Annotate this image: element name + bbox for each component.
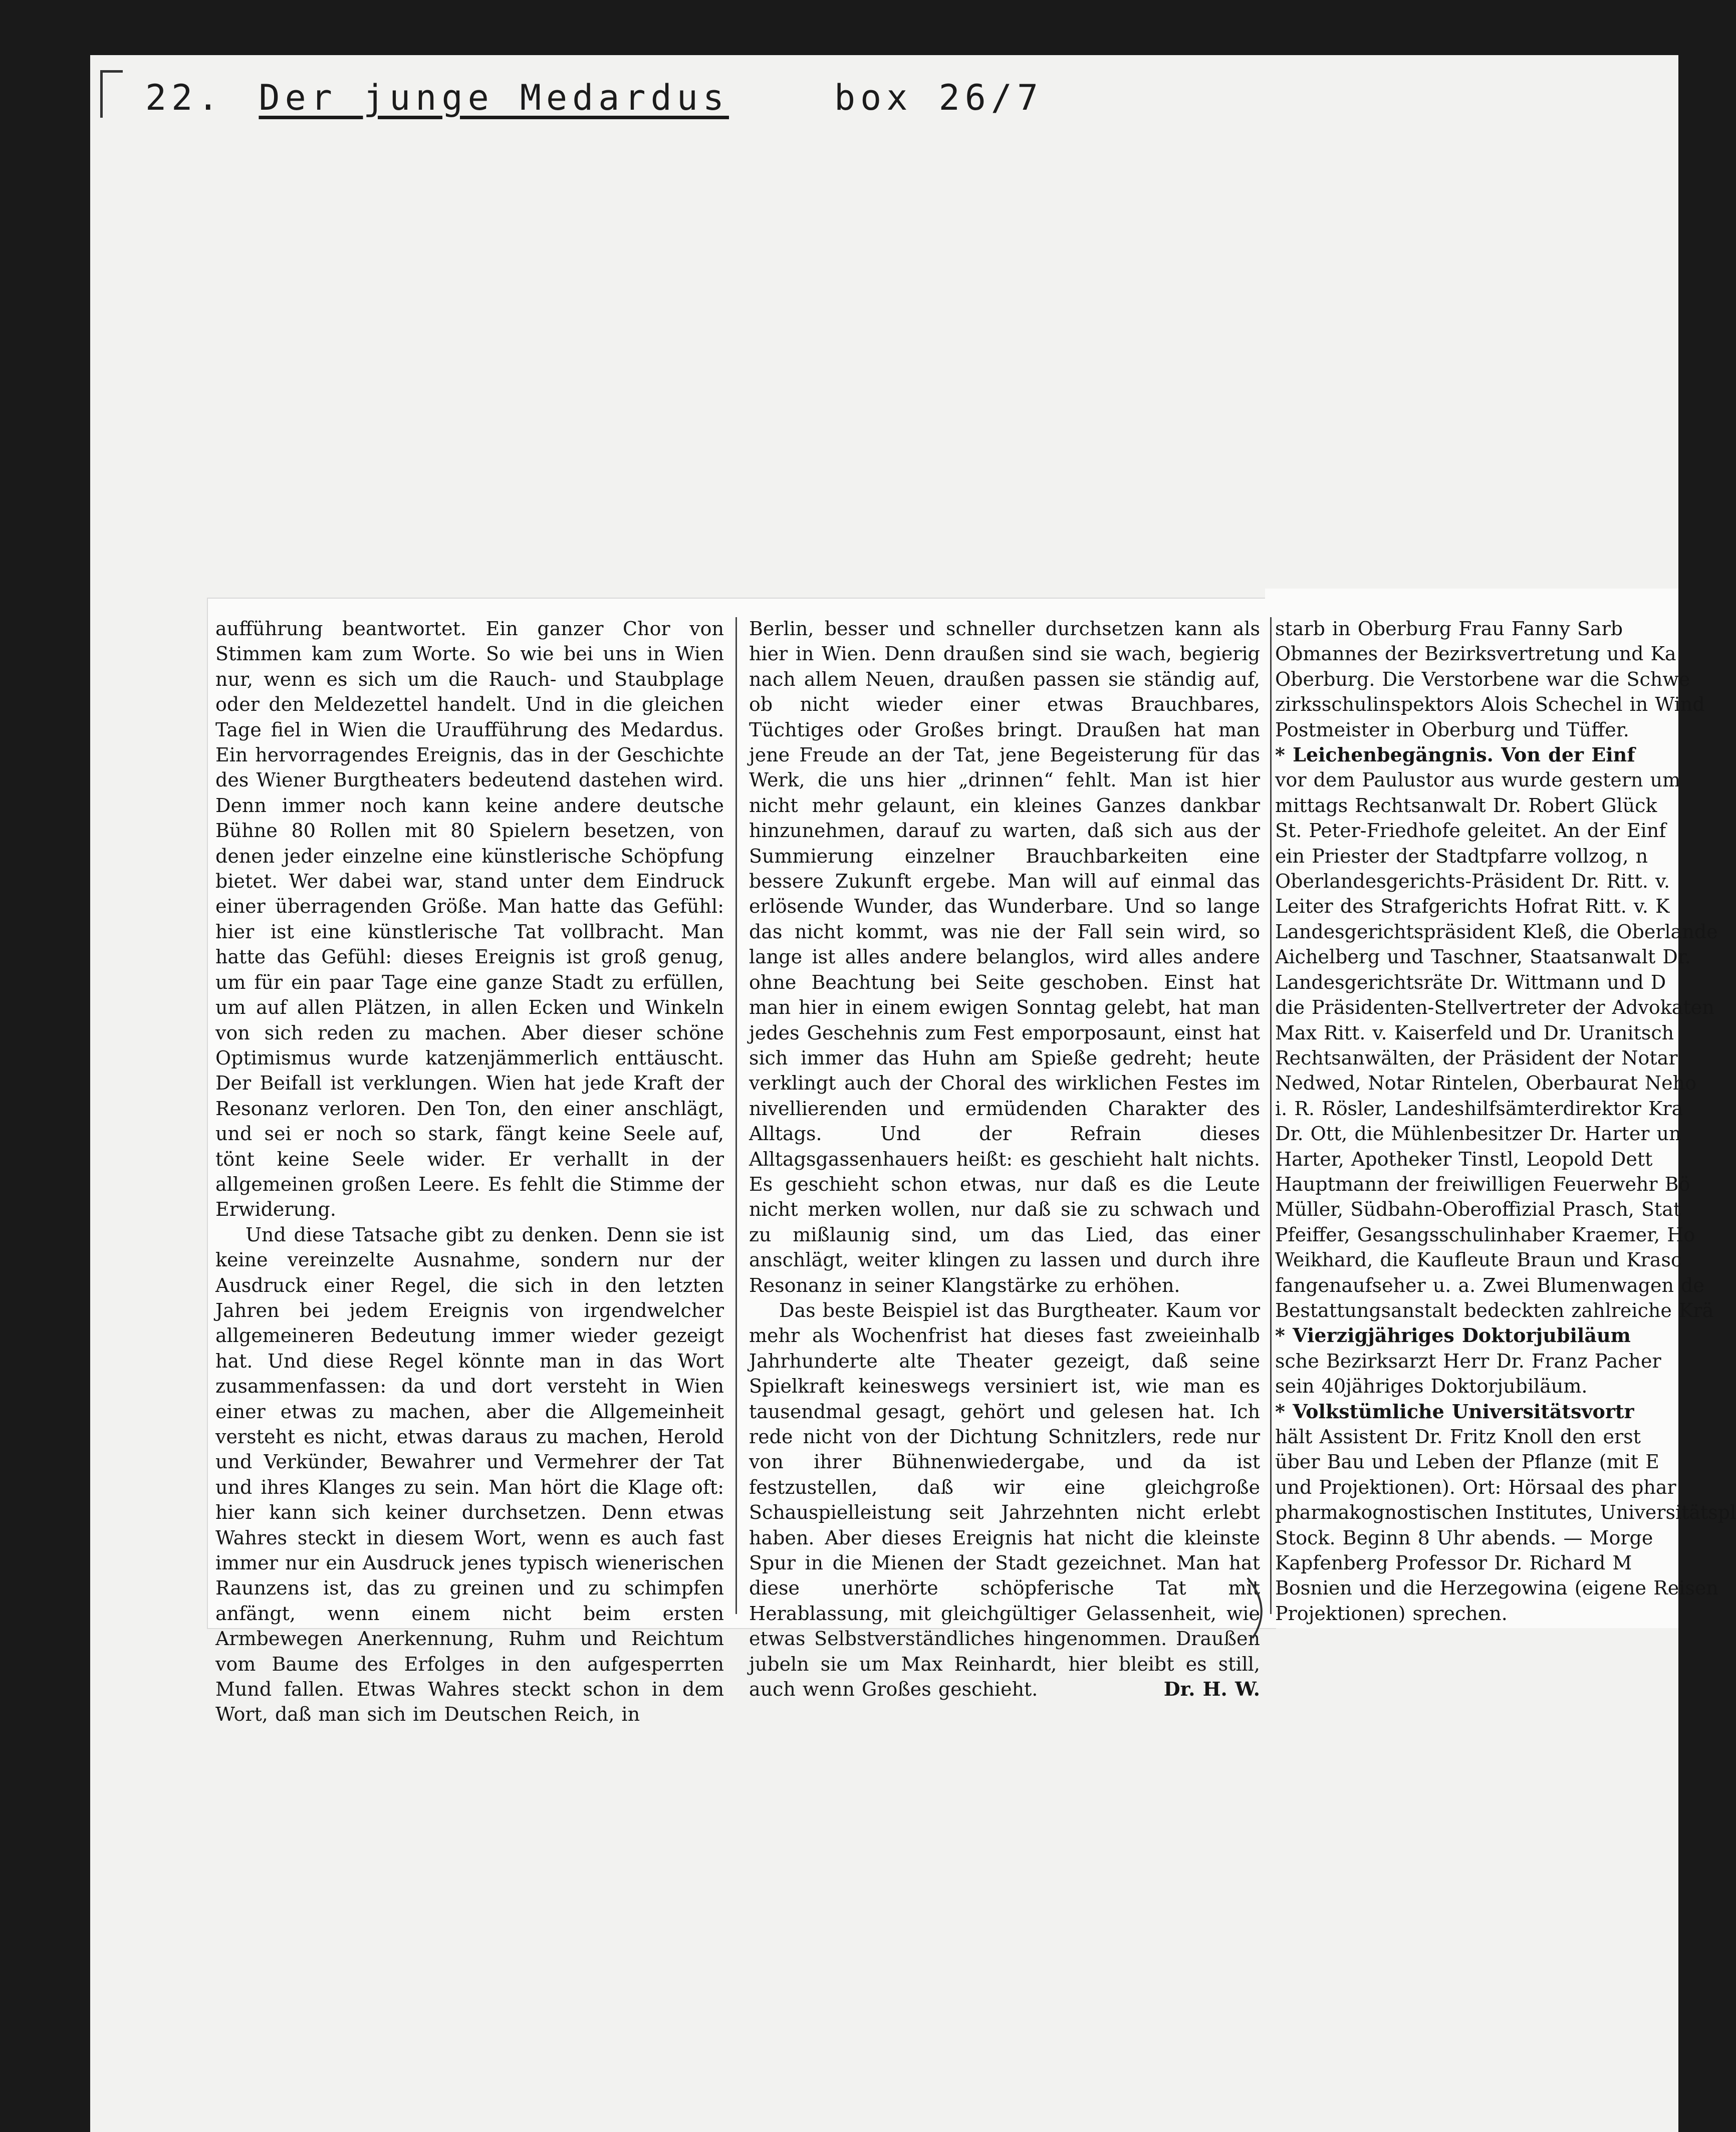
news-line: i. R. Rösler, Landeshilfsämterdirektor Kra	[1275, 1097, 1683, 1120]
news-line: die Präsidenten-Stellvertreter der Advokaten	[1275, 996, 1714, 1019]
article-column-2	[749, 616, 1260, 1702]
news-line: Oberburg. Die Verstorbene war die Schwe	[1275, 668, 1690, 690]
news-line: Stock. Beginn 8 Uhr abends. — Morge	[1275, 1526, 1653, 1549]
news-line: Bestattungsanstalt bedeckten zahlreiche Krä	[1275, 1299, 1714, 1321]
news-line: zirksschulinspektors Alois Schechel in Wind	[1275, 693, 1705, 716]
news-line: St. Peter-Friedhofe geleitet. An der Einf	[1275, 820, 1666, 842]
folder-title: Der junge Medardus	[259, 77, 729, 118]
news-line: Nedwed, Notar Rintelen, Oberbaurat Neho	[1275, 1072, 1696, 1095]
news-line: pharmakognostischen Institutes, Universitätspl	[1275, 1501, 1736, 1524]
article-paragraph: Das beste Beispiel ist das Burgtheater. Kaum vor mehr als Wochenfrist hat dieses fast zweieinhalb Jahrhunderte alte Theater gezeigt, daß seine Spielkraft keineswegs versiniert ist, wie man es tausendmal gesagt, gehört und gelesen hat. Ich rede nicht von der Dichtung Schnitzlers, rede nur von ihrer Bühnenwiedergabe, und da ist festzustellen, daß wir eine gleichgroße Schauspielleistung seit Jahrzehnten nicht erlebt haben. Aber dieses Ereignis hat nicht die kleinste Spur in die Mienen der Stadt gezeichnet. Man hat diese unerhörte schöpferische Tat mit Herablassung, mit gleichgültiger Gelassenheit, wie etwas Selbstverständliches hingenommen. Draußen jubeln sie um Max Reinhardt, hier bleibt es still, auch wenn Großes geschieht.	[749, 1299, 1260, 1701]
news-line: Kapfenberg Professor Dr. Richard M	[1275, 1552, 1632, 1574]
article-paragraph: aufführung beantwortet. Ein ganzer Chor von Stimmen kam zum Worte. So wie bei uns in Wien nur, wenn es sich um die Rauch- und Staubplage oder den Meldezettel handelt. Und in die gleichen Tage fiel in Wien die Uraufführung des Medardus. Ein hervorragendes Ereignis, das in der Geschichte des Wiener Burgtheaters bedeutend dastehen wird. Denn immer noch kann keine andere deutsche Bühne 80 Rollen mit 80 Spielern besetzen, von denen jeder einzelne eine künstlerische Schöpfung bietet. Wer dabei war, stand unter dem Eindruck einer überragenden Größe. Man hatte das Gefühl: hier ist eine künstlerische Tat vollbracht. Man hatte das Gefühl: dieses Ereignis ist groß genug, um für ein paar Tage eine ganze Stadt zu erfüllen, um auf allen Plätzen, in allen Ecken und Winkeln von sich reden zu machen. Aber dieser schöne Optimismus wurde katzenjämmerlich enttäuscht. Der Beifall ist verklungen. Wien hat jede Kraft der Resonanz verloren. Den Ton, den einer anschlägt, und sei er noch so stark, fängt keine Seele auf, tönt keine Seele wider. Er verhallt in der allgemeinen großen Leere. Es fehlt die Stimme der Erwiderung.	[215, 618, 724, 1221]
news-line: * Leichenbegängnis. Von der Einf	[1275, 743, 1635, 766]
article-paragraph: Berlin, besser und schneller durchsetzen kann als hier in Wien. Denn draußen sind sie wach, begierig nach allem Neuen, draußen passen sie ständig auf, ob nicht wieder einer etwas Brauchbares, Tüchtiges oder Großes bringt. Draußen hat man jene Freude an der Tat, jene Begeisterung für das Werk, die uns hier „drinnen“ fehlt. Man ist hier nicht mehr gelaunt, ein kleines Ganzes dankbar hinzunehmen, darauf zu warten, daß sich aus der Summierung einzelner Brauchbarkeiten eine bessere Zukunft ergebe. Man will auf einmal das erlösende Wunder, das Wunderbare. Und so lange das nicht kommt, was nie der Fall sein wird, so lange ist alles andere belanglos, wird alles andere ohne Beachtung bei Seite geschoben. Einst hat man hier in einem ewigen Sonntag gelebt, hat man jedes Geschehnis zum Fest emporposaunt, einst hat sich immer das Huhn am Spieße gedreht; heute verklingt auch der Choral des wirklichen Festes im nivellierenden und ermüdenden Charakter des Alltags. Und der Refrain dieses Alltagsgassenhauers heißt: es geschieht halt nichts. Es geschieht schon etwas, nur daß es die Leute nicht merken wollen, nur daß sie zu schwach und zu mißlaunig sind, um das Lied, das einer anschlägt, weiter klingen zu lassen und durch ihre Resonanz in seiner Klangstärke zu erhöhen.	[749, 618, 1260, 1296]
column-divider	[735, 617, 737, 1614]
news-line: ein Priester der Stadtpfarre vollzog, n	[1275, 845, 1648, 867]
news-line: Max Ritt. v. Kaiserfeld und Dr. Uranitsch	[1275, 1021, 1674, 1044]
news-line: sche Bezirksarzt Herr Dr. Franz Pacher	[1275, 1350, 1661, 1372]
news-line: Bosnien und die Herzegowina (eigene Reisen	[1275, 1577, 1718, 1600]
news-line: Weikhard, die Kaufleute Braun und Krasc	[1275, 1249, 1682, 1271]
news-line: Müller, Südbahn-Oberoffizial Prasch, Stat	[1275, 1198, 1681, 1221]
news-line: Dr. Ott, die Mühlenbesitzer Dr. Harter un	[1275, 1123, 1681, 1145]
local-news-column	[1275, 616, 1736, 1626]
corner-bracket	[100, 70, 123, 118]
article-column-1	[215, 616, 724, 1727]
news-line: Postmeister in Oberburg und Tüffer.	[1275, 718, 1629, 741]
news-line: * Vierzigjähriges Doktorjubiläum	[1275, 1324, 1631, 1347]
news-line: Pfeiffer, Gesangsschulinhaber Kraemer, Ho	[1275, 1223, 1695, 1246]
news-line: Projektionen) sprechen.	[1275, 1602, 1508, 1625]
news-line: Aichelberg und Taschner, Staatsanwalt Dr.	[1275, 946, 1691, 968]
column-divider	[1270, 617, 1272, 1614]
news-line: Rechtsanwälten, der Präsident der Notar	[1275, 1046, 1678, 1069]
news-line: hält Assistent Dr. Fritz Knoll den erst	[1275, 1426, 1641, 1448]
news-line: Oberlandesgerichts-Präsident Dr. Ritt. v.	[1275, 870, 1670, 893]
news-line: und Projektionen). Ort: Hörsaal des phar	[1275, 1476, 1676, 1498]
archive-header	[145, 70, 1043, 125]
news-line: mittags Rechtsanwalt Dr. Robert Glück	[1275, 794, 1657, 817]
news-line: über Bau und Leben der Pflanze (mit E	[1275, 1451, 1659, 1473]
author-signature: Dr. H. W.	[1163, 1678, 1260, 1701]
news-line: * Volkstümliche Universitätsvortr	[1275, 1400, 1634, 1423]
news-line: Landesgerichtspräsident Kleß, die Oberlande	[1275, 920, 1718, 943]
news-line: Landesgerichtsräte Dr. Wittmann und D	[1275, 971, 1666, 993]
box-label: box 26/7	[834, 77, 1044, 118]
clipping-edge-mark	[1243, 1573, 1283, 1643]
news-line: Leiter des Strafgerichts Hofrat Ritt. v. K	[1275, 895, 1670, 918]
news-line: Harter, Apotheker Tinstl, Leopold Dett	[1275, 1148, 1653, 1170]
article-paragraph: Und diese Tatsache gibt zu denken. Denn sie ist keine vereinzelte Ausnahme, sondern nur der Ausdruck einer Regel, die sich in den letzten Jahren bei jedem Ereignis von irgendwelcher allgemeineren Bedeutung immer wieder gezeigt hat. Und diese Regel könnte man in das Wort zusammenfassen: da und dort versteht in Wien einer etwas zu machen, aber die Allgemeinheit versteht es nicht, etwas daraus zu machen, Herold und Verkünder, Bewahrer und Vermehrer der Tat und ihres Klanges zu sein. Man hört die Klage oft: hier kann sich keiner durchsetzen. Denn etwas Wahres steckt in diesem Wort, wenn es auch fast immer nur ein Ausdruck jenes typisch wienerischen Raunzens ist, das zu greinen und zu schimpfen anfängt, wenn einem nicht beim ersten Armbewegen Anerkennung, Ruhm und Reichtum vom Baume des Erfolges in den aufgesperrten Mund fallen. Etwas Wahres steckt schon in dem Wort, daß man sich im Deutschen Reich, in	[215, 1223, 724, 1726]
news-line: fangenaufseher u. a. Zwei Blumenwagen de	[1275, 1274, 1704, 1296]
news-line: vor dem Paulustor aus wurde gestern um	[1275, 769, 1681, 791]
news-line: Obmannes der Bezirksvertretung und Ka	[1275, 643, 1676, 665]
news-line: Hauptmann der freiwilligen Feuerwehr Bö	[1275, 1173, 1690, 1195]
news-line: starb in Oberburg Frau Fanny Sarb	[1275, 618, 1623, 640]
news-line: sein 40jähriges Doktorjubiläum.	[1275, 1375, 1588, 1398]
folder-number: 22.	[145, 77, 224, 118]
